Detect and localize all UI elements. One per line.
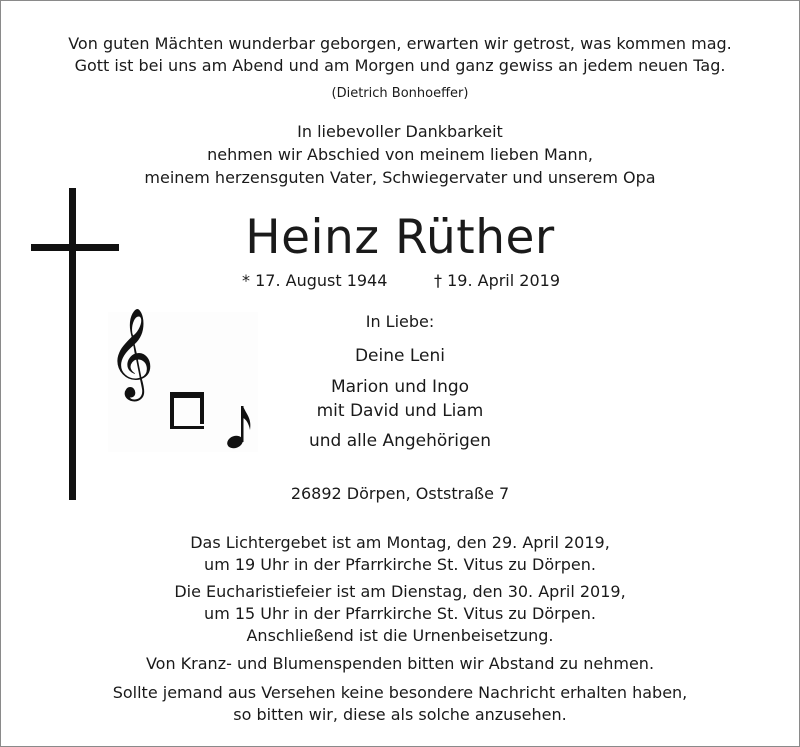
service-line-1: Das Lichtergebet ist am Montag, den 29. April 2019,: [190, 533, 610, 552]
service-line-5: Anschließend ist die Urnenbeisetzung.: [246, 626, 554, 645]
intro-line-1: In liebevoller Dankbarkeit: [297, 122, 503, 141]
service-line-3: Die Eucharistiefeier ist am Dienstag, den 30. April 2019,: [174, 582, 626, 601]
closing-line-2: Sollte jemand aus Versehen keine besondere Nachricht erhalten haben,: [112, 683, 688, 702]
quote-line-1: Von guten Mächten wunderbar geborgen, erwarten wir getrost, was kommen mag.: [68, 34, 732, 53]
mourner-line-3: mit David und Liam: [316, 401, 484, 421]
service-line-4: um 15 Uhr in der Pfarrkirche St. Vitus zu Dörpen.: [204, 604, 596, 623]
mourners-heading: In Liebe:: [365, 312, 435, 331]
quote-author: (Dietrich Bonhoeffer): [331, 86, 469, 101]
treble-clef-icon: 𝄞: [108, 308, 155, 398]
intro-line-2: nehmen wir Abschied von meinem lieben Mann,: [207, 145, 593, 164]
address: 26892 Dörpen, Oststraße 7: [290, 484, 510, 503]
mourner-line-1: Deine Leni: [354, 346, 446, 366]
quote-line-2: Gott ist bei uns am Abend und am Morgen und ganz gewiss an jedem neuen Tag.: [74, 56, 726, 75]
death-date: † 19. April 2019: [434, 271, 560, 290]
mourner-line-2: Marion und Ingo: [330, 377, 470, 397]
mourner-line-4: und alle Angehörigen: [308, 431, 492, 451]
closing-line-1: Von Kranz- und Blumenspenden bitten wir Abstand zu nehmen.: [145, 654, 655, 673]
closing-line-3: so bitten wir, diese als solche anzusehen.: [233, 705, 567, 724]
birth-date: * 17. August 1944: [242, 271, 388, 290]
intro-line-3: meinem herzensguten Vater, Schwiegervater und unserem Opa: [144, 168, 656, 187]
deceased-name: Heinz Rüther: [245, 210, 555, 265]
service-line-2: um 19 Uhr in der Pfarrkirche St. Vitus zu Dörpen.: [204, 555, 596, 574]
